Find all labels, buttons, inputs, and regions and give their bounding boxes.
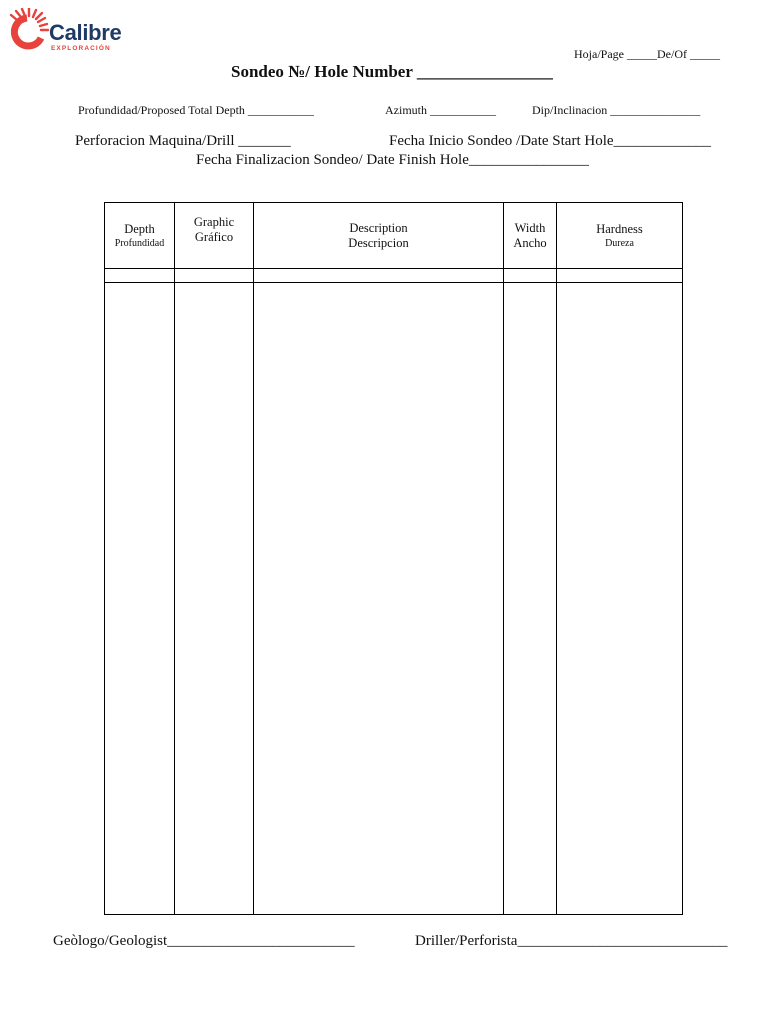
geologist-signature-field: Geòlogo/Geologist_________________________ — [53, 933, 355, 949]
column-header-hardness — [557, 203, 683, 269]
graphic-cell[interactable] — [175, 283, 254, 915]
total-depth-field: Profundidad/Proposed Total Depth ___________ — [78, 103, 314, 117]
depth-cell[interactable] — [105, 269, 175, 283]
column-header-sublabel: Dureza — [605, 237, 634, 249]
graphic-cell[interactable] — [175, 269, 254, 283]
column-header-depth — [105, 203, 175, 269]
table-row — [105, 269, 683, 283]
column-header-graphic — [175, 203, 254, 269]
date-start-field: Fecha Inicio Sondeo /Date Start Hole_____________ — [389, 133, 712, 149]
column-header-sublabel: Ancho — [513, 235, 547, 250]
description-cell[interactable] — [254, 283, 504, 915]
form-title: Sondeo №/ Hole Number ________________ — [231, 62, 553, 81]
page-indicator: Hoja/Page _____De/Of _____ — [574, 47, 720, 61]
date-finish-field: Fecha Finalizacion Sondeo/ Date Finish Hole________________ — [196, 152, 589, 168]
column-header-width — [504, 203, 557, 269]
column-header-label: Depth — [124, 221, 155, 236]
driller-signature-field: Driller/Perforista____________________________ — [415, 933, 728, 949]
column-header-sublabel: Descripcion — [348, 235, 409, 250]
drill-field: Perforacion Maquina/Drill _______ — [75, 133, 291, 149]
column-header-label: Width — [514, 220, 546, 235]
width-cell[interactable] — [504, 269, 557, 283]
hardness-cell[interactable] — [557, 283, 683, 915]
sunburst-logo-icon — [5, 8, 49, 54]
logo-tagline: EXPLORACIÓN — [51, 45, 111, 52]
width-cell[interactable] — [504, 283, 557, 915]
drill-log-table — [104, 202, 683, 915]
azimuth-field: Azimuth ___________ — [385, 103, 496, 117]
logo-wordmark: Calibre — [49, 20, 122, 45]
hardness-cell[interactable] — [557, 269, 683, 283]
company-logo — [5, 8, 135, 56]
column-header-label: Hardness — [596, 221, 643, 236]
column-header-sublabel: Gráfico — [194, 230, 234, 244]
description-cell[interactable] — [254, 269, 504, 283]
column-header-label: Graphic — [193, 215, 235, 229]
depth-cell[interactable] — [105, 283, 175, 915]
dip-field: Dip/Inclinacion _______________ — [532, 103, 701, 117]
column-header-label: Description — [349, 220, 408, 235]
column-header-sublabel: Profundidad — [114, 237, 165, 249]
column-header-description — [254, 203, 504, 269]
table-row — [105, 283, 683, 915]
table-header-row — [105, 203, 683, 269]
